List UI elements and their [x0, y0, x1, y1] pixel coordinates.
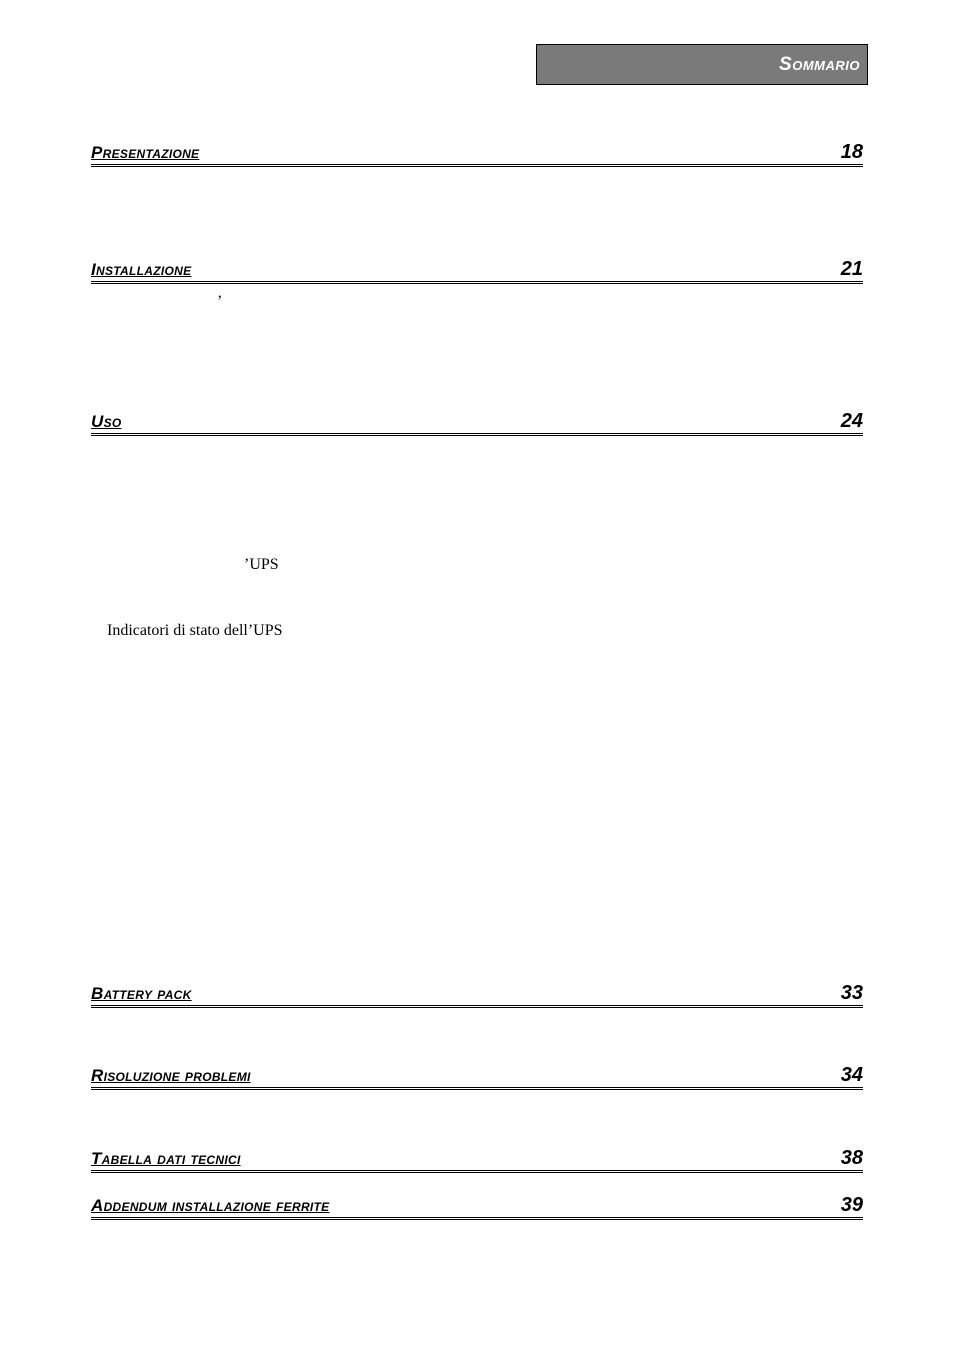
stray-ups-fragment: ’UPS — [244, 556, 279, 573]
toc-entry-title: Tabella dati tecnici — [91, 1149, 241, 1168]
toc-entry-page: 24 — [840, 410, 863, 432]
toc-entry-page: 39 — [840, 1194, 863, 1216]
toc-entry-presentazione[interactable] — [91, 140, 863, 167]
status-indicators-text: Indicatori di stato dell’UPS — [107, 622, 283, 639]
toc-entry-title: Risoluzione problemi — [91, 1066, 251, 1085]
toc-entry-page: 21 — [840, 258, 863, 280]
section-banner — [536, 44, 868, 85]
toc-entry-page: 33 — [840, 982, 863, 1004]
toc-entry-title: Battery pack — [91, 984, 192, 1003]
toc-entry-installazione[interactable] — [91, 257, 863, 284]
stray-apostrophe: ’ — [217, 293, 223, 310]
toc-entry-page: 18 — [840, 141, 863, 163]
toc-entry-page: 34 — [840, 1064, 863, 1086]
toc-entry-title: Presentazione — [91, 143, 200, 162]
toc-entry-title: Uso — [91, 412, 122, 431]
toc-entry-title: Addendum installazione ferrite — [91, 1196, 330, 1215]
toc-entry-tabella-dati-tecnici[interactable] — [91, 1146, 863, 1173]
toc-entry-battery-pack[interactable] — [91, 981, 863, 1008]
toc-entry-uso[interactable] — [91, 409, 863, 436]
toc-entry-page: 38 — [840, 1147, 863, 1169]
toc-entry-title: Installazione — [91, 260, 192, 279]
toc-entry-addendum-ferrite[interactable] — [91, 1193, 863, 1220]
toc-entry-risoluzione-problemi[interactable] — [91, 1063, 863, 1090]
section-title: Sommario — [779, 54, 860, 75]
